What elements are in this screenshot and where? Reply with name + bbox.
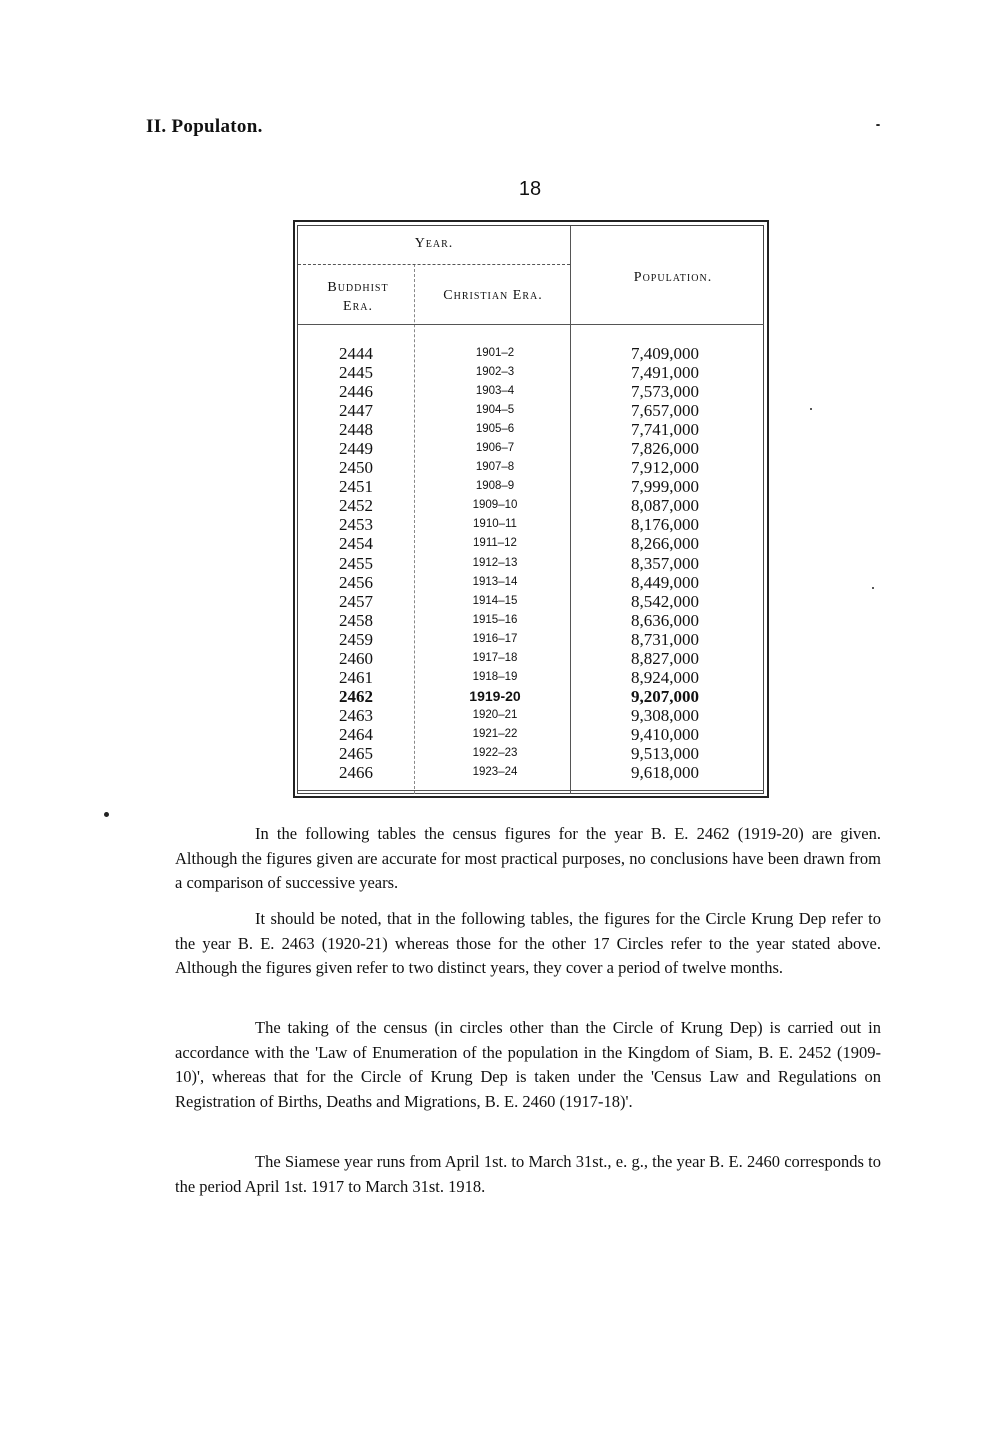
column-christian-era: [440, 344, 550, 782]
cell-christian-era: 1907–8: [475, 461, 515, 474]
cell-population: 9,618,000: [631, 763, 699, 783]
cell-population: 7,912,000: [631, 458, 699, 478]
cell-buddhist-era: 2459: [339, 629, 373, 649]
cell-population: 8,087,000: [631, 496, 699, 516]
cell-christian-era: 1915–16: [472, 613, 518, 626]
table-rule-header-bottom: [298, 324, 764, 325]
column-buddhist-era: [320, 344, 392, 782]
table-rule-bottom: [298, 790, 764, 791]
header-buddhist-era: [308, 278, 408, 316]
cell-christian-era: 1922–23: [472, 746, 518, 759]
cell-population: 7,999,000: [631, 477, 699, 497]
cell-buddhist-era: 2445: [339, 363, 373, 383]
cell-buddhist-era: 2457: [339, 591, 373, 611]
cell-christian-era: 1903–4: [475, 385, 515, 398]
cell-buddhist-era: 2453: [339, 515, 373, 535]
cell-population: 8,924,000: [631, 667, 699, 687]
header-christian-era: Christian Era.: [443, 288, 543, 303]
cell-population: 7,741,000: [631, 420, 699, 440]
cell-christian-era: 1905–6: [475, 423, 515, 436]
cell-christian-era: 1923–24: [472, 766, 518, 779]
cell-buddhist-era: 2447: [339, 401, 373, 421]
cell-buddhist-era: 2452: [339, 496, 373, 516]
scan-speck: [810, 408, 812, 410]
cell-buddhist-era: 2464: [339, 724, 373, 744]
paragraph-siamese-year: The Siamese year runs from April 1st. to March 31st., e. g., the year B. E. 2460 corresponds to the period April 1st. 1917 to March 31st. 1918.: [175, 1152, 881, 1196]
cell-population: 8,176,000: [631, 515, 699, 535]
cell-population: 7,826,000: [631, 439, 699, 459]
cell-buddhist-era: 2454: [339, 534, 373, 554]
cell-buddhist-era: 2461: [339, 667, 373, 687]
cell-christian-era: 1904–5: [475, 404, 515, 417]
cell-population: 7,409,000: [631, 344, 699, 363]
page-number: 18: [518, 178, 542, 200]
cell-christian-era: 1918–19: [472, 670, 518, 683]
paragraph-census-law: The taking of the census (in circles other than the Circle of Krung Dep) is carried out in accordance with the 'Law of Enumeration of the population in the Kingdom of Siam, B. E. 2452 (1909-10)', whereas that for the Circle of Krung Dep is taken under the 'Census Law and Regulations on Registration of Births, Deaths and Migrations, B. E. 2460 (1917-18)'.: [175, 1018, 881, 1111]
scan-speck: [872, 587, 874, 589]
cell-buddhist-era: 2466: [339, 763, 373, 783]
cell-christian-era: 1910–11: [473, 518, 517, 531]
cell-buddhist-era: 2465: [339, 743, 373, 763]
cell-population: 9,513,000: [631, 743, 699, 763]
table-rule-era-col: [414, 264, 415, 794]
cell-christian-era: 1909–10: [472, 499, 518, 512]
cell-christian-era: 1917–18: [472, 651, 518, 664]
cell-christian-era: 1920–21: [472, 708, 518, 721]
header-buddhist-line2: Era.: [343, 299, 373, 314]
header-population: Population.: [633, 270, 713, 285]
cell-buddhist-era: 2449: [339, 439, 373, 459]
cell-buddhist-era: 2462: [339, 686, 373, 706]
cell-christian-era: 1916–17: [472, 632, 518, 645]
cell-population: 8,636,000: [631, 610, 699, 630]
cell-buddhist-era: 2463: [339, 705, 373, 725]
cell-population: 9,308,000: [631, 705, 699, 725]
cell-population: 8,357,000: [631, 553, 699, 573]
cell-buddhist-era: 2446: [339, 382, 373, 402]
paragraph-census-figures: In the following tables the census figures for the year B. E. 2462 (1919-20) are given. Although the figures given are accurate for most practical purposes, no conclusions have been drawn from a comparison of successive years.: [175, 824, 881, 892]
cell-population: 9,410,000: [631, 724, 699, 744]
cell-christian-era: 1911–12: [473, 537, 517, 550]
cell-christian-era: 1912–13: [472, 556, 518, 569]
cell-christian-era: 1902–3: [475, 366, 515, 379]
scan-speck: [104, 812, 109, 817]
cell-buddhist-era: 2448: [339, 420, 373, 440]
cell-christian-era: 1914–15: [472, 594, 518, 607]
cell-buddhist-era: 2450: [339, 458, 373, 478]
cell-buddhist-era: 2455: [339, 553, 373, 573]
cell-population: 9,207,000: [631, 686, 699, 706]
section-heading: II. Populaton.: [146, 116, 263, 137]
cell-buddhist-era: 2460: [339, 648, 373, 668]
cell-buddhist-era: 2451: [339, 477, 373, 497]
cell-population: 8,542,000: [631, 591, 699, 611]
cell-population: 8,449,000: [631, 572, 699, 592]
column-population: [610, 344, 720, 782]
cell-buddhist-era: 2458: [339, 610, 373, 630]
cell-population: 7,491,000: [631, 363, 699, 383]
cell-christian-era: 1908–9: [475, 480, 515, 493]
cell-christian-era: 1906–7: [475, 442, 515, 455]
cell-population: 8,266,000: [631, 534, 699, 554]
cell-buddhist-era: 2456: [339, 572, 373, 592]
scan-speck: [876, 124, 880, 126]
table-rule-year-under: [298, 264, 570, 265]
cell-christian-era: 1913–14: [472, 575, 518, 588]
cell-population: 8,731,000: [631, 629, 699, 649]
paragraph-krung-dep-note: It should be noted, that in the following tables, the figures for the Circle Krung Dep refer to the year B. E. 2463 (1920-21) whereas those for the other 17 Circles refer to the year stated above. Although the figures given refer to two distinct years, they cover a period of twelve months.: [175, 909, 881, 977]
cell-population: 7,657,000: [631, 401, 699, 421]
cell-buddhist-era: 2444: [339, 344, 373, 363]
cell-population: 8,827,000: [631, 648, 699, 668]
table-rule-year-col: [570, 226, 571, 794]
header-year: Year.: [414, 236, 454, 251]
cell-population: 7,573,000: [631, 382, 699, 402]
cell-christian-era: 1921–22: [472, 727, 518, 740]
cell-christian-era: 1901–2: [475, 347, 515, 359]
header-buddhist-line1: Buddhist: [327, 280, 389, 295]
cell-christian-era: 1919-20: [469, 687, 521, 704]
